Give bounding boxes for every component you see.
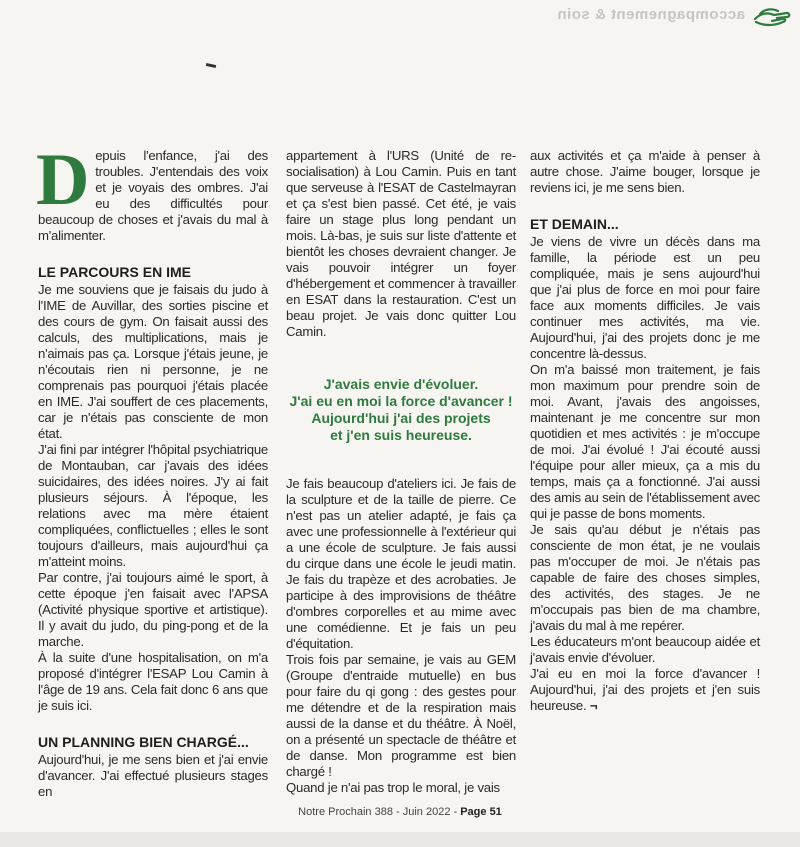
intro-text: epuis l'enfance, j'ai des troubles. J'entendais des voix et je voyais des ombres. J'ai eu des difficultés pour beaucoup de choses et j'avais du mal à m'alimenter. [38, 148, 268, 243]
paragraph: À la suite d'une hospitalisation, on m'a proposé d'intégrer l'ESAP Lou Camin à l'âge de 19 ans. Cela fait donc 6 ans que je suis ici. [38, 650, 268, 713]
closing-text: J'ai eu en moi la force d'avancer ! Aujourd'hui, j'ai des projets et j'en suis heureuse. [530, 666, 760, 713]
paragraph: Je me souviens que je faisais du judo à l'IME de Auvillar, des sorties piscine et des cours de gym. On faisait aussi des calculs, des multiplications, mais je n'aimais pas ça. Lorsque j'étais jeune, je n'écoutais rien ni personne, je ne comprenais pas pourquoi j'étais placée en IME. J'ai souffert de ces placements, car je n'étais pas consciente de mon état. [38, 282, 268, 441]
paragraph: Je viens de vivre un décès dans ma famille, la période est un peu compliquée, mais je sens aujourd'hui que j'ai plus de force en moi pour faire face aux moments difficiles. Je vais continuer mes activités, ma vie. Aujourd'hui, j'ai des projets donc je me concentre là-dessus. [530, 234, 760, 361]
article-column-1 [36, 139, 268, 800]
running-title: accompagnement & soin [556, 6, 745, 23]
quote-line: et j'en suis heureuse. [330, 427, 472, 443]
publication-info: Notre Prochain 388 - Juin 2022 - [298, 806, 461, 818]
paragraph: On m'a baissé mon traitement, je fais mon maximum pour prendre soin de moi. Avant, j'avais des angoisses, maintenant je me concentre sur mon quotidien et mes activités : je m'occupe de moi. J'ai évolué ! J'ai écouté aussi l'équipe pour aller mieux, ça a mis du temps, mais ça a fonctionné. J'ai aussi des amis au sein de l'établissement avec qui je passe de bons moments. [530, 362, 760, 521]
paragraph: appartement à l'URS (Unité de re-socialisation) à Lou Camin. Puis en tant que serveuse à l'ESAT de Castelmayran et ça s'est bien passé. Cet été, je vais faire un stage plus long pendant un mois. Là-bas, je suis sur liste d'attente et bientôt les choses devraient changer. Je vais pouvoir intégrer un foyer d'hébergement et commencer à travailler en ESAT dans la restauration. C'est un beau projet. Je vais donc quitter Lou Camin. [286, 148, 516, 339]
quote-line: J'avais envie d'évoluer. [323, 376, 479, 392]
paragraph: Quand je n'ai pas trop le moral, je vais [286, 780, 500, 795]
paragraph: Les éducateurs m'ont beaucoup aidée et j'avais envie d'évoluer. [530, 634, 760, 665]
paragraph: Trois fois par semaine, je vais au GEM (Groupe d'entraide mutuelle) en bus pour faire du qi gong : des gestes pour me détendre et de la respiration mais aussi de la danse et du théâtre. À Noël, on a présenté un spectacle de théâtre et de danse. Mon programme est bien chargé ! [286, 652, 516, 779]
quote-line: Aujourd'hui j'ai des projets [311, 410, 491, 426]
section-heading-planning: UN PLANNING BIEN CHARGÉ... [38, 734, 249, 750]
paragraph: Je fais beaucoup d'ateliers ici. Je fais de la sculpture et de la taille de pierre. Ce n'est pas un atelier adapté, je fais ça avec une professionnelle à l'extérieur qui a une école de sculpture. Je fais aussi du cirque dans une école le jeudi matin. Je fais du trapèze et des acrobaties. Je participe à des improvisions de théâtre d'ombres corporelles et au mime avec une comédienne. Et je fais un peu d'équitation. [286, 476, 516, 651]
article-column-2 [286, 148, 516, 796]
hand-icon [752, 4, 792, 30]
pull-quote [286, 376, 516, 444]
intro-paragraph [36, 139, 268, 244]
end-of-article-mark: ¬ [589, 698, 598, 713]
quote-line: J'ai eu en moi la force d'avancer ! [289, 393, 513, 409]
page-footer [0, 806, 800, 818]
paragraph: aux activités et ça m'aide à penser à autre chose. J'aime bouger, lorsque je reviens ici, je me sens bien. [530, 148, 760, 195]
paragraph: J'ai fini par intégrer l'hôpital psychiatrique de Montauban, car j'avais des idées suicidaires, des idées noires. J'y ai fait plusieurs séjours. À l'époque, les relations avec ma mère étaient compliquées, conflictuelles ; elles le sont toujours d'ailleurs, mais aujourd'hui ça m'atteint moins. [38, 442, 268, 569]
paragraph: Par contre, j'ai toujours aimé le sport, à cette époque j'en faisait avec l'APSA (Activité physique sportive et artistique). Il y avait du judo, du ping-pong et de la marche. [38, 570, 268, 649]
page-edge [0, 832, 800, 847]
page-number: Page 51 [460, 806, 502, 818]
page-header [0, 0, 800, 38]
paragraph: Je sais qu'au début je n'étais pas consciente de mon état, je ne voulais pas m'occuper de moi. Je n'étais pas capable de faire des choses simples, des activités, des stages. Je ne m'occupais pas bien de ma chambre, j'avais du mal à me repérer. [530, 522, 760, 633]
drop-cap: D [36, 139, 90, 221]
article-column-3 [530, 148, 760, 714]
ink-mark [206, 63, 216, 68]
paragraph: Aujourd'hui, je me sens bien et j'ai envie d'avancer. J'ai effectué plusieurs stages en [38, 752, 268, 799]
section-heading-demain: ET DEMAIN... [530, 216, 619, 232]
section-heading-ime: LE PARCOURS EN IME [38, 264, 191, 280]
paragraph [530, 666, 760, 714]
